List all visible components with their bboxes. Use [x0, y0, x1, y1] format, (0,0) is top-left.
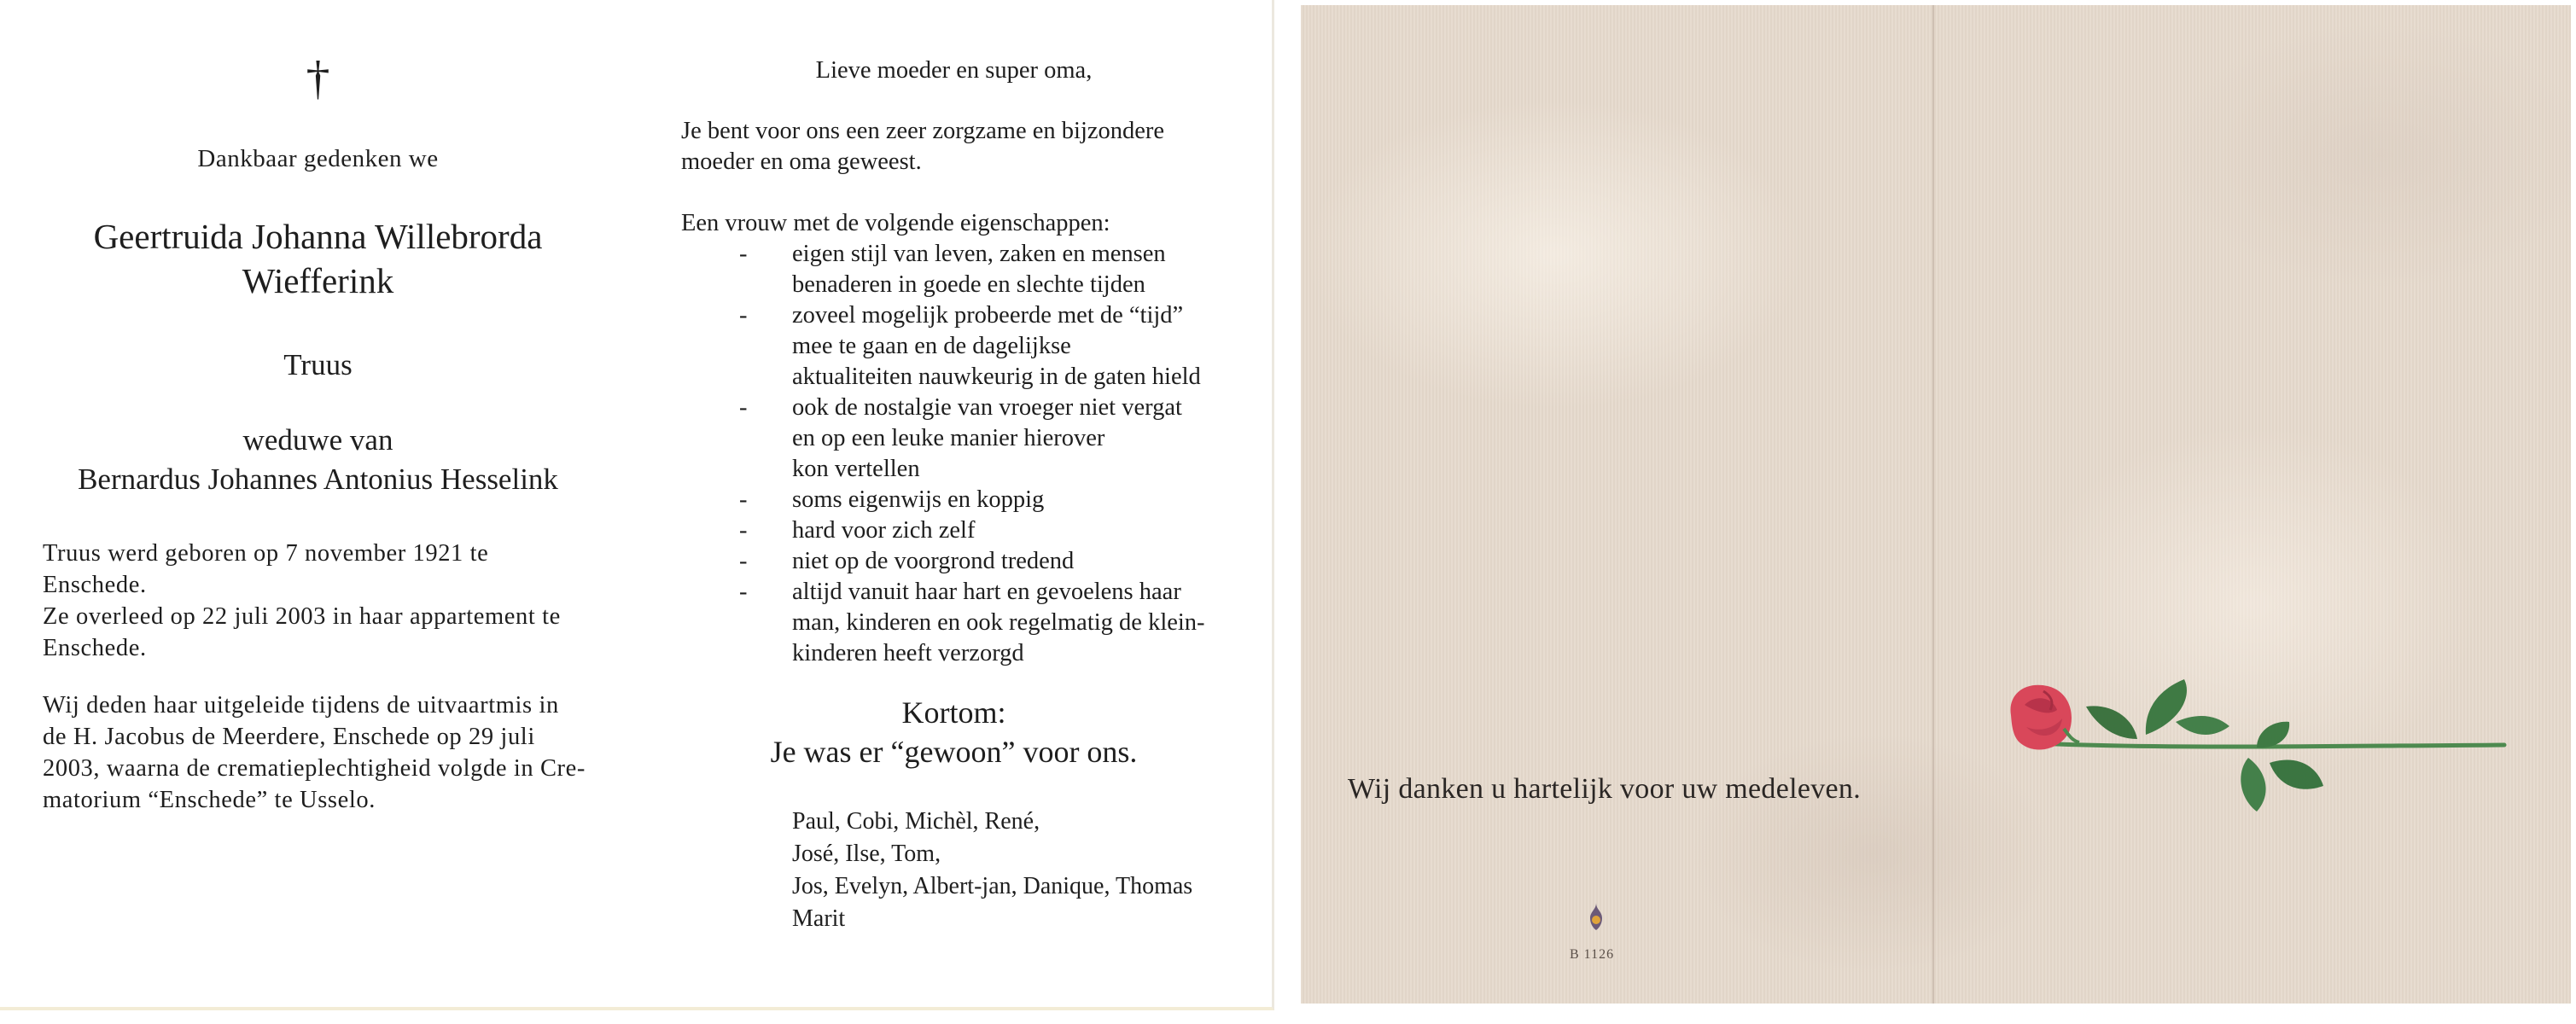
printer-code: B 1126 — [1570, 947, 1615, 962]
intro-paragraph — [681, 116, 1164, 177]
text-line: Enschede. — [43, 635, 147, 661]
trait-item: - soms eigenwijs en koppig — [792, 485, 1205, 515]
card-outer-cover — [1301, 5, 2571, 1004]
bullet-dash: - — [739, 394, 748, 421]
bullet-dash: - — [739, 548, 748, 574]
bullet-dash: - — [739, 517, 748, 544]
traits-list — [739, 239, 1205, 669]
deceased-name-line2: Wiefferink — [242, 261, 394, 300]
bullet-dash: - — [739, 579, 748, 605]
closing-line: Je was er “gewoon” voor ons. — [770, 735, 1138, 769]
husband-name: Bernardus Johannes Antonius Hesselink — [78, 463, 558, 496]
family-line: Marit — [792, 905, 846, 932]
family-line: Paul, Cobi, Michèl, René, — [792, 808, 1040, 835]
text-line: de H. Jacobus de Meerdere, Enschede op 29 juli — [43, 724, 535, 750]
trait-item: - niet op de voorgrond tredend — [792, 546, 1205, 577]
text-line: 2003, waarna de crematieplechtigheid volgde in Cre- — [43, 755, 586, 782]
nickname: Truus — [283, 348, 353, 381]
traits-intro: Een vrouw met de volgende eigenschappen: — [681, 210, 1110, 236]
widow-of: weduwe van — [242, 423, 393, 457]
intro-text: Dankbaar gedenken we — [197, 145, 439, 172]
right-page — [636, 0, 1272, 1007]
bullet-dash: - — [739, 302, 748, 329]
left-page — [0, 0, 636, 1007]
trait-item: - eigen stijl van leven, zaken en mensen benaderen in goede en slechte tijden — [739, 241, 1166, 298]
bullet-dash: - — [739, 241, 748, 267]
trait-item: - hard voor zich zelf — [792, 515, 1205, 546]
text-line: Truus werd geboren op 7 november 1921 te — [43, 540, 489, 567]
rose-illustration-icon — [2001, 654, 2513, 850]
birth-paragraph — [43, 538, 488, 601]
greeting: Lieve moeder en super oma, — [815, 57, 1093, 84]
text-line: Wij deden haar uitgeleide tijdens de uitvaartmis in — [43, 692, 559, 719]
text-line: matorium “Enschede” te Usselo. — [43, 787, 376, 813]
funeral-paragraph — [43, 689, 586, 816]
cross-symbol: † — [306, 52, 330, 105]
thanks-message: Wij danken u hartelijk voor uw medeleven. — [1348, 773, 1862, 805]
text-line: Je bent voor ons een zeer zorgzame en bijzondere — [681, 118, 1165, 144]
printer-logo-icon — [1582, 901, 1610, 932]
trait-item: - altijd vanuit haar hart en gevoelens haar man, kinderen en ook regelmatig de klein- kinderen heeft verzorgd — [739, 579, 1205, 666]
family-line: José, Ilse, Tom, — [792, 841, 941, 867]
text-line: Ze overleed op 22 juli 2003 in haar appartement te — [43, 603, 561, 630]
trait-item: - ook de nostalgie van vroeger niet vergat en op een leuke manier hierover kon vertellen — [739, 394, 1182, 482]
bullet-dash: - — [739, 486, 748, 513]
trait-item: - zoveel mogelijk probeerde met de “tijd” mee te gaan en de dagelijkse aktualiteiten nauwkeurig in de gaten hield — [739, 302, 1201, 390]
death-paragraph — [43, 601, 561, 664]
text-line: moeder en oma geweest. — [681, 148, 922, 175]
kortom-heading: Kortom: — [901, 695, 1006, 730]
fold-line — [1932, 5, 1934, 1004]
family-signatures — [792, 806, 1192, 935]
deceased-name-line1: Geertruida Johanna Willebrorda — [93, 217, 543, 256]
card-inner-spread — [0, 0, 1274, 1010]
family-line: Jos, Evelyn, Albert-jan, Danique, Thomas — [792, 873, 1193, 899]
text-line: Enschede. — [43, 572, 147, 598]
